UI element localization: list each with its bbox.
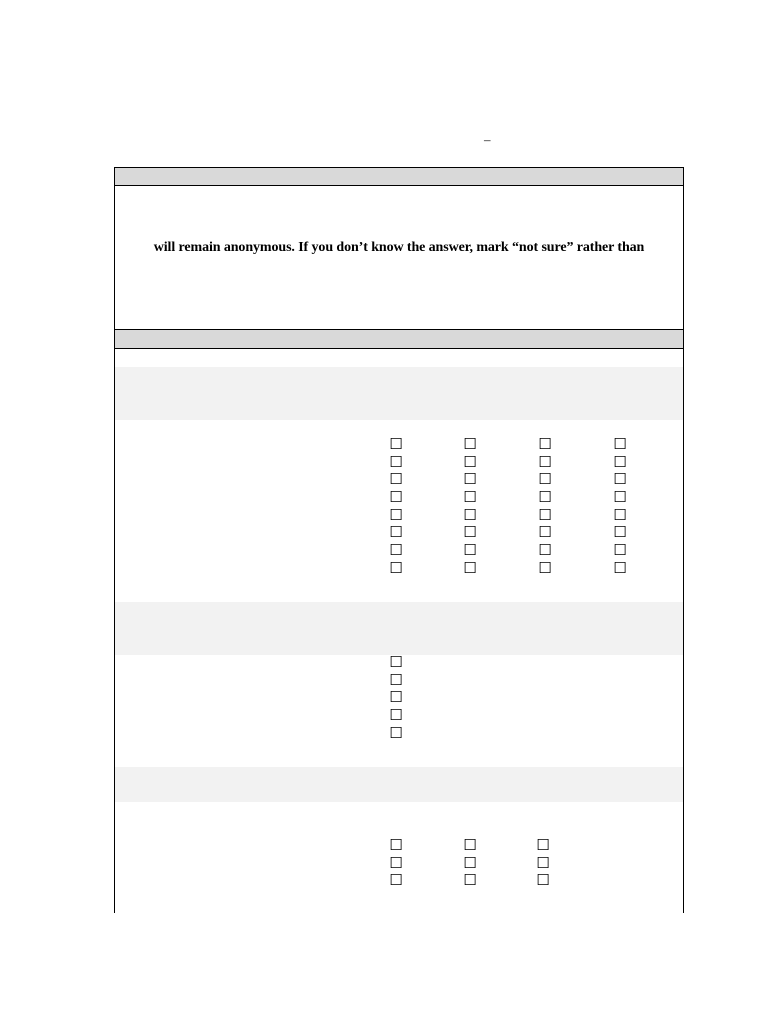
checkbox[interactable]: ☐	[463, 470, 477, 489]
checkbox[interactable]: ☐	[389, 523, 403, 542]
checkbox-column	[388, 436, 404, 578]
checkbox[interactable]: ☐	[463, 452, 477, 471]
checkbox-column	[535, 837, 551, 890]
header-mark: –	[484, 132, 491, 147]
section-header-bar	[115, 329, 683, 349]
checkbox[interactable]: ☐	[613, 435, 627, 453]
checkbox-column	[537, 436, 553, 578]
checkbox[interactable]: ☐	[389, 505, 403, 524]
checkbox[interactable]: ☐	[536, 853, 550, 872]
checkbox[interactable]: ☐	[538, 452, 552, 471]
checkbox[interactable]: ☐	[389, 653, 403, 671]
checkbox[interactable]: ☐	[536, 871, 550, 890]
checkbox-column	[388, 837, 404, 890]
checkbox[interactable]: ☐	[389, 541, 403, 560]
checkbox[interactable]: ☐	[389, 470, 403, 489]
checkbox[interactable]: ☐	[463, 523, 477, 542]
checkbox[interactable]: ☐	[389, 435, 403, 453]
checkbox[interactable]: ☐	[463, 871, 477, 890]
checkbox[interactable]: ☐	[389, 723, 403, 742]
checkbox[interactable]: ☐	[463, 505, 477, 524]
checkbox[interactable]: ☐	[613, 523, 627, 542]
instructions-text: will remain anonymous. If you don’t know the answer, mark “not sure” rather than	[153, 240, 645, 255]
checkbox-column	[462, 436, 478, 578]
checkbox[interactable]: ☐	[536, 836, 550, 854]
checkbox-column	[462, 837, 478, 890]
checkbox[interactable]: ☐	[389, 706, 403, 725]
question-band	[115, 367, 683, 420]
checkbox[interactable]: ☐	[613, 558, 627, 577]
checkbox[interactable]: ☐	[538, 523, 552, 542]
checkbox[interactable]: ☐	[538, 558, 552, 577]
checkbox[interactable]: ☐	[613, 541, 627, 560]
checkbox[interactable]: ☐	[613, 470, 627, 489]
checkbox[interactable]: ☐	[463, 435, 477, 453]
checkbox[interactable]: ☐	[538, 488, 552, 507]
checkbox[interactable]: ☐	[463, 488, 477, 507]
checkbox-column	[388, 654, 404, 742]
checkbox[interactable]: ☐	[538, 435, 552, 453]
checkbox[interactable]: ☐	[389, 871, 403, 890]
checkbox[interactable]: ☐	[463, 541, 477, 560]
section-header-bar	[115, 168, 683, 186]
question-band	[115, 602, 683, 655]
checkbox[interactable]: ☐	[463, 836, 477, 854]
checkbox[interactable]: ☐	[389, 452, 403, 471]
question-band	[115, 767, 683, 802]
checkbox[interactable]: ☐	[389, 688, 403, 707]
checkbox[interactable]: ☐	[613, 452, 627, 471]
survey-form	[114, 167, 684, 913]
checkbox-column	[612, 436, 628, 578]
checkbox[interactable]: ☐	[389, 836, 403, 854]
checkbox[interactable]: ☐	[463, 558, 477, 577]
checkbox[interactable]: ☐	[389, 488, 403, 507]
checkbox[interactable]: ☐	[613, 488, 627, 507]
checkbox[interactable]: ☐	[613, 505, 627, 524]
checkbox[interactable]: ☐	[538, 505, 552, 524]
checkbox[interactable]: ☐	[389, 670, 403, 689]
checkbox[interactable]: ☐	[389, 853, 403, 872]
checkbox[interactable]: ☐	[538, 541, 552, 560]
checkbox[interactable]: ☐	[389, 558, 403, 577]
checkbox[interactable]: ☐	[538, 470, 552, 489]
checkbox[interactable]: ☐	[463, 853, 477, 872]
